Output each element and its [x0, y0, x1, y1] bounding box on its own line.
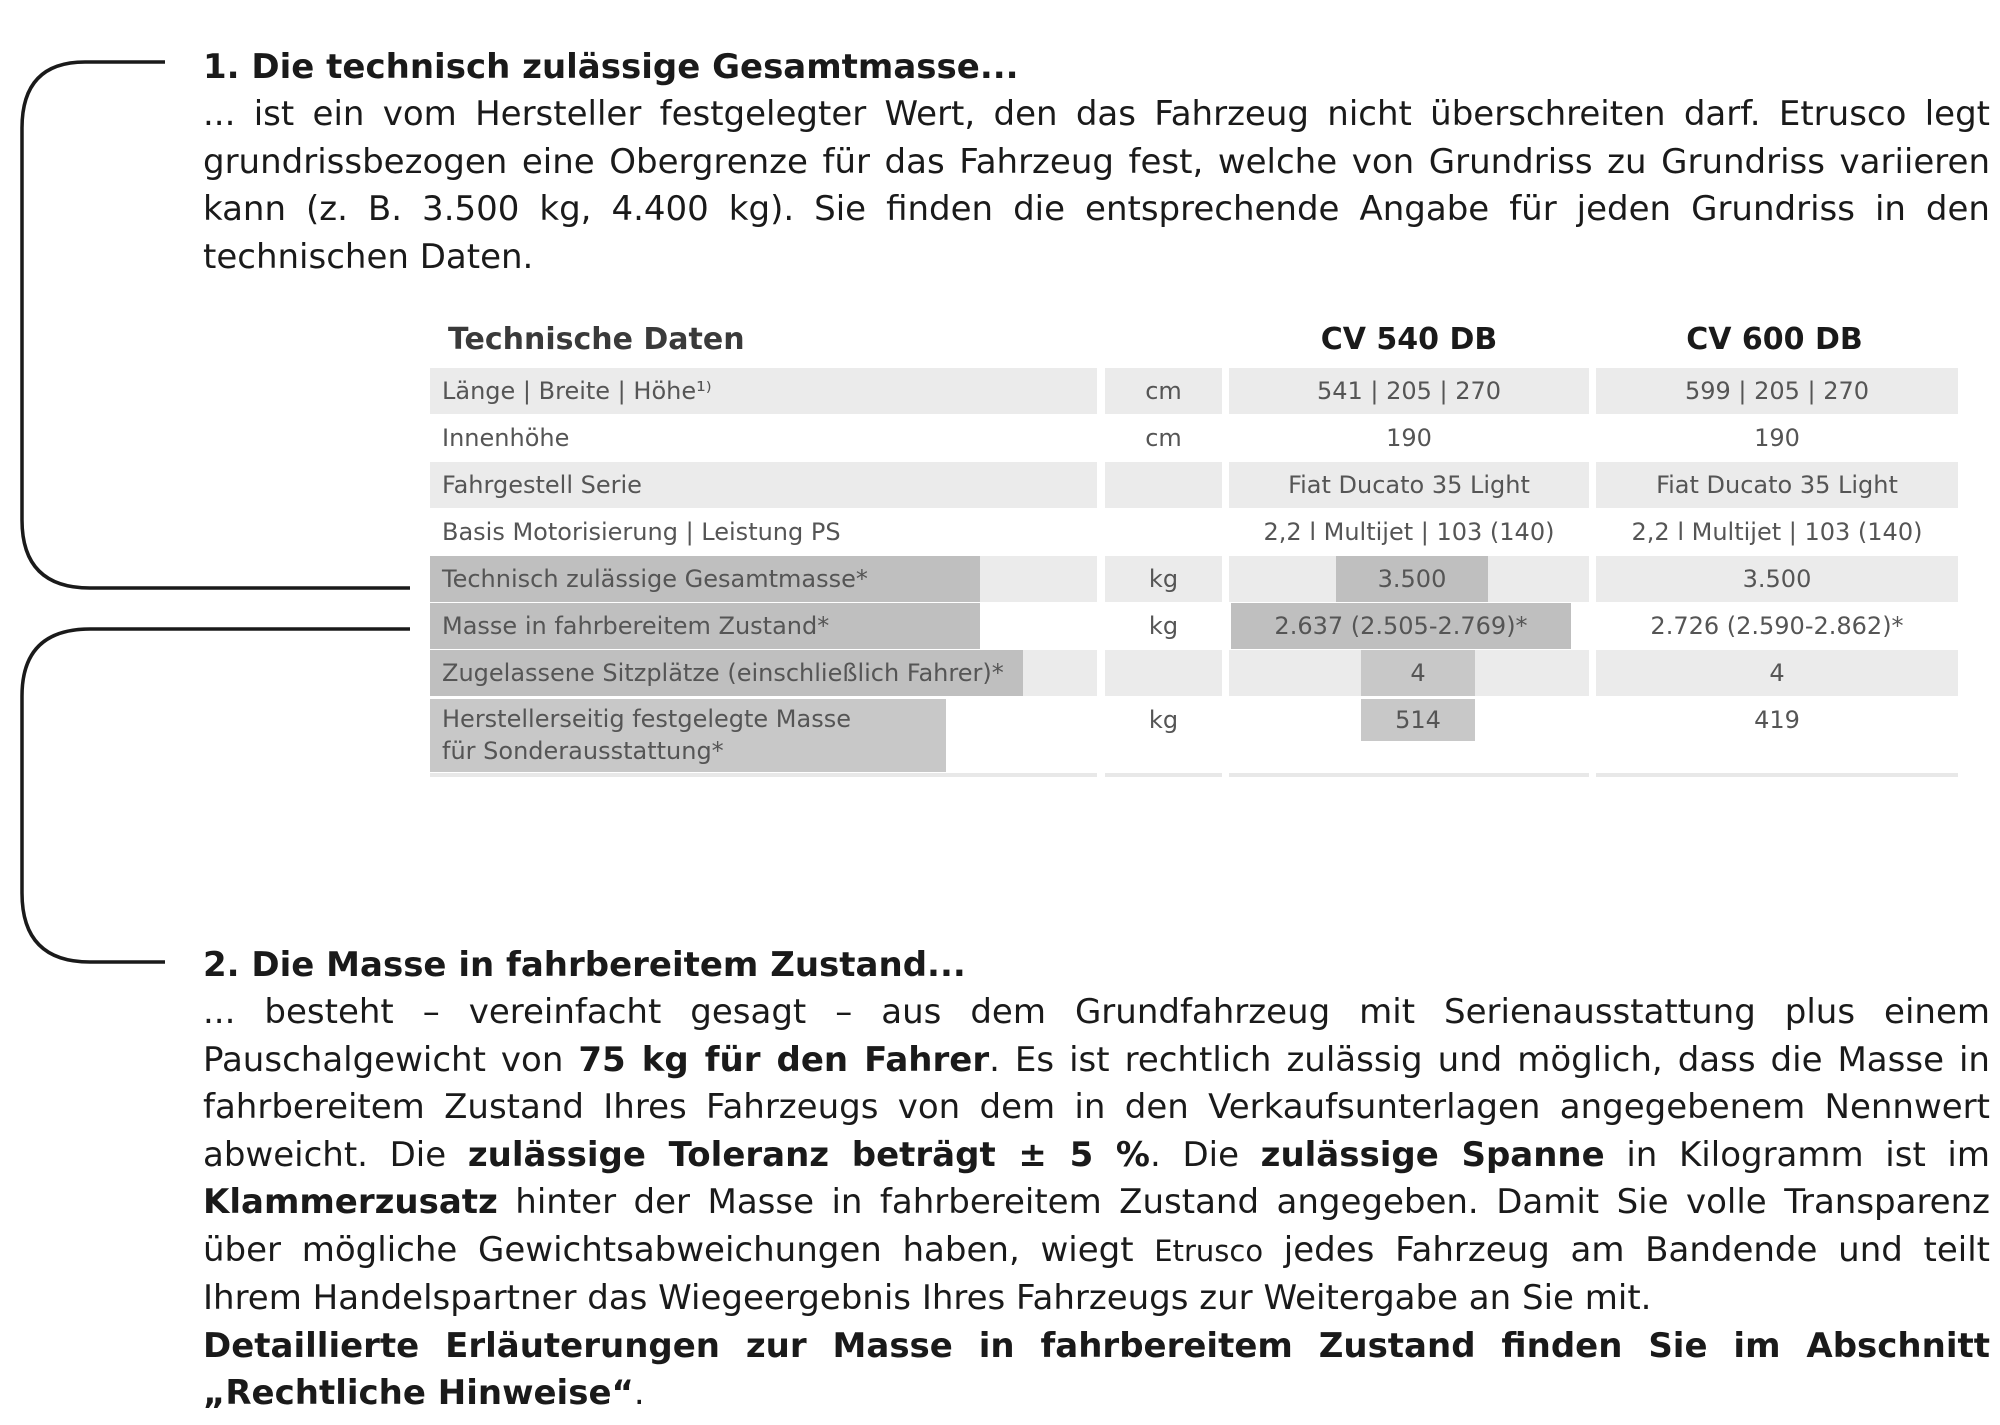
- cell-cv600: 3.500: [1596, 556, 1958, 602]
- column-header-cv600: CV 600 DB: [1686, 322, 1863, 357]
- cell-cv540-highlight: 514: [1361, 699, 1475, 741]
- section2-heading: 2. Die Masse in fahrbereitem Zustand...: [203, 945, 966, 985]
- cell-cv540: 541 | 205 | 270: [1229, 368, 1589, 414]
- cell-cv600: 419: [1754, 706, 1800, 734]
- technical-data-table: [430, 318, 1955, 778]
- cell-cv600: Fiat Ducato 35 Light: [1596, 462, 1958, 508]
- row-unit: kg: [1148, 612, 1179, 640]
- row-unit: kg: [1105, 556, 1222, 602]
- section1-heading: 1. Die technisch zulässige Gesamtmasse...: [203, 47, 1019, 87]
- text: . Die: [1149, 1134, 1261, 1175]
- text: ... besteht – vereinfacht gesagt – aus dem Grundfahrzeug mit Serienausstattung plus einem Pauschalgewicht von: [203, 992, 1990, 1080]
- bold-text: Detaillierte Erläuterungen zur Masse in fahrbereitem Zustand finden Sie im Abschnitt „Rechtliche Hinweise“: [203, 1325, 1990, 1413]
- bold-text: zulässige Spanne: [1260, 1134, 1605, 1175]
- table-bottom-rule: [1105, 773, 1222, 777]
- section2-footnote: [203, 1323, 1990, 1418]
- row-unit: [1105, 462, 1222, 508]
- table-bottom-rule: [1229, 773, 1589, 777]
- bold-text: zulässige Toleranz beträgt ± 5 %: [467, 1134, 1150, 1175]
- cell-cv600: 599 | 205 | 270: [1596, 368, 1958, 414]
- cell-cv540: 2,2 l Multijet | 103 (140): [1263, 518, 1555, 546]
- row-label-line1: Herstellerseitig festgelegte Masse: [442, 705, 851, 733]
- cell-cv540-highlight: 3.500: [1336, 556, 1488, 602]
- text: in Kilogramm ist im: [1604, 1134, 1990, 1175]
- text: jedes Fahrzeug am Bandende und teilt Ihrem Handelspartner das Wiegeergebnis Ihres Fahrzeugs zur Weitergabe an Sie mit.: [203, 1229, 1991, 1318]
- cell-cv600: 2,2 l Multijet | 103 (140): [1631, 518, 1923, 546]
- row-unit: [1105, 650, 1222, 696]
- table-bottom-rule: [1596, 773, 1958, 777]
- cell-cv600: 4: [1596, 650, 1958, 696]
- row-label: Länge | Breite | Höhe¹⁾: [430, 368, 1097, 414]
- bold-text: 75 kg für den Fahrer: [578, 1039, 990, 1080]
- cell-cv540: 190: [1386, 424, 1432, 452]
- bracket-bottom: [22, 629, 410, 962]
- row-unit: kg: [1148, 706, 1179, 734]
- section-fahrbereit: [203, 942, 1990, 1418]
- row-label: Basis Motorisierung | Leistung PS: [442, 518, 841, 546]
- row-unit: cm: [1145, 424, 1182, 452]
- section2-body: [203, 989, 1990, 1323]
- row-unit: [1105, 509, 1222, 555]
- section1-body: ... ist ein vom Hersteller festgelegter Wert, den das Fahrzeug nicht überschreiten darf. Etrusco legt grundrissbezogen eine Obergrenze für das Fahrzeug fest, welche von Grundriss zu Grundriss variieren kann (z. B. 3.500 kg, 4.400 kg). Sie finden die entsprechende Angabe für jeden Grundriss in den technischen Daten.: [203, 94, 1990, 277]
- row-label: Innenhöhe: [442, 424, 570, 452]
- row-label: Fahrgestell Serie: [430, 462, 1097, 508]
- row-label-line2: für Sonderausstattung*: [442, 737, 724, 765]
- text: hinter der Masse in fahrbereitem Zustand angegeben. Damit Sie volle Transparenz über mögliche Gewichtsabweichungen haben, wiegt: [203, 1182, 1990, 1270]
- cell-cv600: 190: [1754, 424, 1800, 452]
- row-unit: cm: [1105, 368, 1222, 414]
- text: .: [633, 1373, 645, 1413]
- table-bottom-rule: [430, 773, 1097, 777]
- text: . Es ist rechtlich zulässig und möglich, dass die Masse in fahrbereitem Zustand Ihres Fahrzeugs von dem in den Verkaufsunterlagen angegebenem Nennwert abweicht. Die: [203, 1039, 1990, 1175]
- table-title: Technische Daten: [448, 322, 745, 357]
- bold-text: Klammerzusatz: [203, 1182, 498, 1222]
- cell-cv540-highlight: 4: [1361, 650, 1475, 696]
- section-gesamtmasse: [203, 44, 1990, 281]
- row-label-highlight: Technisch zulässige Gesamtmasse*: [430, 556, 980, 602]
- cell-cv540: Fiat Ducato 35 Light: [1229, 462, 1589, 508]
- row-label-highlight: Zugelassene Sitzplätze (einschließlich Fahrer)*: [430, 650, 1023, 696]
- row-label-highlight: [430, 699, 946, 772]
- cell-cv600: 2.726 (2.590-2.862)*: [1650, 612, 1904, 640]
- row-label-highlight: Masse in fahrbereitem Zustand*: [430, 603, 980, 649]
- cell-cv540-highlight: 2.637 (2.505-2.769)*: [1231, 603, 1571, 649]
- column-header-cv540: CV 540 DB: [1320, 322, 1498, 357]
- brand-name: Etrusco: [1154, 1233, 1264, 1268]
